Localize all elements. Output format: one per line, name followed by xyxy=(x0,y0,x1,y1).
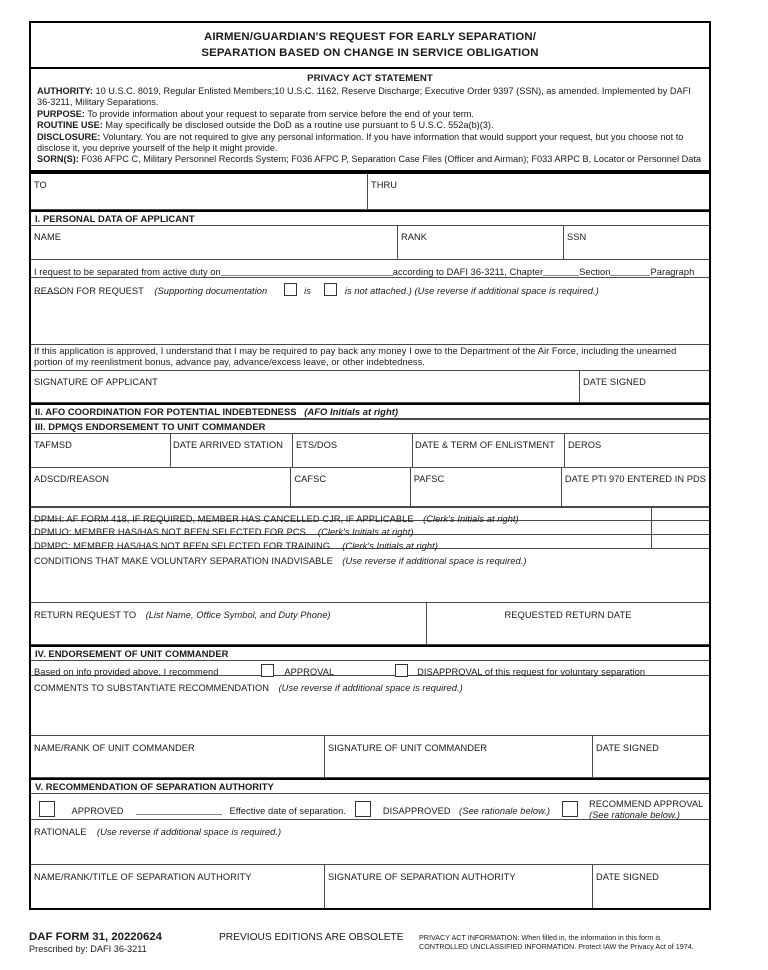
cafsc-field[interactable] xyxy=(290,468,409,506)
recommend-prefix-label: Based on info provided above, I recommend xyxy=(34,666,219,677)
recommendation-choice-cell xyxy=(31,661,709,675)
disapproval-label: DISAPPROVAL of this request for voluntary separation xyxy=(417,666,646,677)
routine-use-text: May specifically be disclosed outside the DoD as a routine use pursuant to 5 U.S.C. 552a(b)(3). xyxy=(102,120,494,131)
purpose-label: PURPOSE: xyxy=(37,108,85,119)
recommend-approval-line-2: (See rationale below.) xyxy=(588,809,681,820)
date-pti-970-label: DATE PTI 970 ENTERED IN PDS xyxy=(564,473,706,484)
disclosure-label: DISCLOSURE: xyxy=(37,131,101,142)
date-term-enlistment-label: DATE & TERM OF ENLISTMENT xyxy=(415,439,555,450)
adscd-reason-field[interactable] xyxy=(31,468,290,506)
dpmuo-note: (Clerk's Initials at right) xyxy=(317,526,414,537)
dpmh-note: (Clerk's Initials at right) xyxy=(423,513,519,524)
reason-note-open: (Supporting documentation xyxy=(154,285,268,296)
rank-label: RANK xyxy=(401,231,428,242)
section-2-heading xyxy=(31,403,709,419)
footer-privacy-line-2: CONTROLLED UNCLASSIFIED INFORMATION. Protect IAW the Privacy Act of 1974. xyxy=(419,942,694,951)
section-2-note: (AFO Initials at right) xyxy=(304,405,399,417)
footer-form-id-block xyxy=(29,931,219,955)
applicant-date-signed-label: DATE SIGNED xyxy=(583,376,646,387)
dpmh-statement-cell xyxy=(31,508,651,524)
return-request-to-field[interactable] xyxy=(31,603,426,644)
approved-label: APPROVED xyxy=(71,805,124,816)
sorn-text: F036 AFPC C, Military Personnel Records System; F036 AFPC P, Separation Case Files (Officer and Airman); F033 ARPC B, Locator or Personnel Data xyxy=(78,154,701,165)
checkbox-recommend-approval[interactable] xyxy=(562,801,578,817)
tafmsd-label: TAFMSD xyxy=(34,439,72,450)
comments-note: (Use reverse if additional space is required.) xyxy=(278,682,463,693)
dpmpc-label: DPMPC: MEMBER HAS/HAS NOT BEEN SELECTED FOR TRAINING. xyxy=(34,540,333,551)
acknowledgement-row xyxy=(31,345,709,371)
conditions-note: (Use reverse if additional space is required.) xyxy=(342,555,527,566)
separation-authority-choice-row xyxy=(31,794,709,820)
form-footer xyxy=(29,931,719,955)
comments-row xyxy=(31,676,709,736)
ssn-field[interactable] xyxy=(563,226,709,259)
signature-of-applicant-field[interactable] xyxy=(31,371,579,402)
date-arrived-station-label: DATE ARRIVED STATION xyxy=(173,439,283,450)
section-4-heading: IV. ENDORSEMENT OF UNIT COMMANDER xyxy=(31,645,709,661)
name-rank-unit-commander-field[interactable] xyxy=(31,736,324,777)
authority-label: AUTHORITY: xyxy=(37,86,93,96)
name-rank-title-authority-field[interactable] xyxy=(31,865,324,908)
to-field[interactable] xyxy=(31,174,367,209)
conditions-row xyxy=(31,549,709,603)
section-1-heading: I. PERSONAL DATA OF APPLICANT xyxy=(31,210,709,226)
section-5-heading: V. RECOMMENDATION OF SEPARATION AUTHORITY xyxy=(31,778,709,794)
section3-row-1 xyxy=(31,434,709,468)
dpmuo-initials-field[interactable] xyxy=(651,521,709,534)
checkbox-approved[interactable] xyxy=(39,801,55,817)
dpmh-initials-field[interactable] xyxy=(651,508,709,520)
signature-authority-label: SIGNATURE OF SEPARATION AUTHORITY xyxy=(328,871,516,882)
date-pti-970-field[interactable] xyxy=(561,468,709,506)
return-request-row xyxy=(31,603,709,645)
dpmpc-initials-field[interactable] xyxy=(651,535,709,548)
ssn-label: SSN xyxy=(567,231,587,242)
footer-previous-editions: PREVIOUS EDITIONS ARE OBSOLETE xyxy=(219,932,404,943)
authority-date-signed-label: DATE SIGNED xyxy=(596,871,659,882)
unit-commander-signature-row xyxy=(31,736,709,778)
signature-authority-field[interactable] xyxy=(324,865,592,908)
name-rank-title-authority-label: NAME/RANK/TITLE OF SEPARATION AUTHORITY xyxy=(34,871,252,882)
recommend-approval-line-1: RECOMMEND APPROVAL xyxy=(588,798,704,809)
footer-privacy-line-1: PRIVACY ACT INFORMATION: When filled in, the information in this form is xyxy=(419,933,661,942)
recommendation-checkbox-row xyxy=(31,661,709,676)
authority-date-signed-field[interactable] xyxy=(592,865,709,908)
recommend-approval-text xyxy=(589,799,703,821)
privacy-sorn xyxy=(37,154,703,165)
dpmuo-label: DPMUO: MEMBER HAS/HAS NOT BEEN SELECTED FOR PCS. xyxy=(34,526,309,537)
name-rank-unit-commander-label: NAME/RANK OF UNIT COMMANDER xyxy=(34,742,195,753)
reason-for-request-row xyxy=(31,278,709,345)
purpose-text: To provide information about your request to separate from service before the end of your term. xyxy=(85,108,474,119)
title-line-2: SEPARATION BASED ON CHANGE IN SERVICE OBLIGATION xyxy=(201,46,539,59)
signature-unit-commander-field[interactable] xyxy=(324,736,592,777)
footer-prescribed-by: Prescribed by: DAFI 36-3211 xyxy=(29,944,147,954)
name-label: NAME xyxy=(34,231,62,242)
privacy-disclosure xyxy=(37,132,703,155)
thru-field[interactable] xyxy=(367,174,709,209)
dpmuo-statement-cell xyxy=(31,521,651,537)
checkbox-doc-not-attached[interactable] xyxy=(324,283,337,296)
signature-unit-commander-label: SIGNATURE OF UNIT COMMANDER xyxy=(328,742,488,753)
privacy-act-statement xyxy=(31,69,709,172)
acknowledgement-text: If this application is approved, I understand that I may be required to pay back any money I owe to the Department of the Air Force, including the unearned portion of my reenlistment bonus, advance pay, advance/excess leave, or other indebtedness. xyxy=(34,345,677,368)
return-request-to-note: (List Name, Office Symbol, and Duty Phone) xyxy=(145,609,331,620)
ets-dos-field[interactable] xyxy=(292,434,412,467)
sorn-label: SORN(S): xyxy=(37,154,79,165)
conditions-field[interactable] xyxy=(31,549,709,602)
name-field[interactable] xyxy=(31,226,397,259)
dpmh-row xyxy=(31,507,709,524)
request-section-label: Section xyxy=(579,266,611,277)
authority-text: 10 U.S.C. 8019, Regular Enlisted Members;10 U.S.C. 1162, Reserve Discharge; Executive Order 9397 (SSN), as amended. Implemented by DAFI 36-3211, Military Separations. xyxy=(37,86,691,108)
title-line-1: AIRMEN/GUARDIAN'S REQUEST FOR EARLY SEPARATION/ xyxy=(203,31,537,43)
comments-label: COMMENTS TO SUBSTANTIATE RECOMMENDATION xyxy=(34,682,270,693)
privacy-routine-use xyxy=(37,120,703,131)
section-3-heading: III. DPMQS ENDORSEMENT TO UNIT COMMANDER xyxy=(31,419,709,434)
dpmh-label: DPMH: AF FORM 418, IF REQUIRED, MEMBER HAS CANCELLED CJR, IF APPLICABLE xyxy=(34,513,414,524)
section3-row-2 xyxy=(31,468,709,507)
disapproved-note: (See rationale below.) xyxy=(459,805,551,816)
to-thru-row xyxy=(31,172,709,210)
commander-date-signed-field[interactable] xyxy=(592,736,709,777)
footer-privacy-info-block xyxy=(419,931,719,951)
rationale-row xyxy=(31,820,709,865)
name-rank-ssn-row xyxy=(31,226,709,260)
deros-label: DEROS xyxy=(568,439,602,450)
return-request-to-label: RETURN REQUEST TO xyxy=(34,609,137,620)
dpmpc-note: (Clerk's Initials at right) xyxy=(342,540,438,551)
thru-label: THRU xyxy=(371,179,398,190)
rationale-label: RATIONALE xyxy=(34,826,87,837)
separation-request-line[interactable] xyxy=(31,260,709,277)
rationale-field[interactable] xyxy=(31,820,709,864)
applicant-signature-row xyxy=(31,371,709,403)
effective-date-label: Effective date of separation. xyxy=(229,805,346,816)
routine-use-label: ROUTINE USE: xyxy=(37,120,103,131)
chapter-blank[interactable] xyxy=(543,266,579,276)
footer-form-id: DAF FORM 31, 20220624 xyxy=(29,931,162,943)
deros-field[interactable] xyxy=(564,434,709,467)
acknowledgement-text-cell xyxy=(31,345,709,370)
reason-is-label: is xyxy=(304,285,311,296)
disclosure-text: Voluntary. You are not required to give any personal information. If you have information that would support your request, but you choose not to disclose it, you deprive yourself of the help it might provide. xyxy=(37,131,684,154)
pafsc-label: PAFSC xyxy=(413,473,445,484)
privacy-authority xyxy=(37,86,703,109)
separation-date-blank[interactable] xyxy=(221,266,393,276)
requested-return-date-field[interactable] xyxy=(426,603,709,644)
effective-date-blank[interactable] xyxy=(136,805,222,815)
approval-label: APPROVAL xyxy=(284,666,335,677)
reason-is-not-label: is not attached.) (Use reverse if additional space is required.) xyxy=(344,285,599,296)
disapproved-label: DISAPPROVED xyxy=(382,805,451,816)
requested-return-date-label: REQUESTED RETURN DATE xyxy=(504,609,632,620)
privacy-purpose xyxy=(37,109,703,120)
signature-applicant-label: SIGNATURE OF APPLICANT xyxy=(34,376,158,387)
request-mid-label: according to DAFI 36-3211, Chapter xyxy=(392,266,544,277)
conditions-label: CONDITIONS THAT MAKE VOLUNTARY SEPARATION INADVISABLE xyxy=(34,555,333,566)
cafsc-label: CAFSC xyxy=(294,473,327,484)
form-body xyxy=(29,21,711,910)
privacy-act-heading: PRIVACY ACT STATEMENT xyxy=(307,73,433,84)
tafmsd-field[interactable] xyxy=(31,434,170,467)
comments-field[interactable] xyxy=(31,676,709,735)
commander-date-signed-label: DATE SIGNED xyxy=(596,742,659,753)
applicant-date-signed-field[interactable] xyxy=(579,371,709,402)
date-arrived-station-field[interactable] xyxy=(170,434,292,467)
section-2-title: II. AFO COORDINATION FOR POTENTIAL INDEBTEDNESS xyxy=(35,405,297,417)
rationale-note: (Use reverse if additional space is required.) xyxy=(96,826,282,837)
adscd-reason-label: ADSCD/REASON xyxy=(34,473,109,484)
reason-for-request-field[interactable] xyxy=(31,278,709,344)
to-label: TO xyxy=(34,179,47,190)
separation-request-row xyxy=(31,260,709,278)
dpmpc-row xyxy=(31,535,709,549)
reason-label: REASON FOR REQUEST xyxy=(34,285,144,296)
checkbox-doc-attached[interactable] xyxy=(284,283,297,296)
checkbox-disapproved[interactable] xyxy=(355,801,371,817)
form-title xyxy=(31,23,709,69)
dpmpc-statement-cell xyxy=(31,535,651,551)
separation-authority-signature-row xyxy=(31,865,709,908)
pafsc-field[interactable] xyxy=(410,468,561,506)
ets-dos-label: ETS/DOS xyxy=(296,439,338,450)
rank-field[interactable] xyxy=(397,226,563,259)
request-prefix-label: I request to be separated from active duty on xyxy=(34,266,221,277)
dpmuo-row xyxy=(31,521,709,535)
separation-authority-choice-cell xyxy=(31,794,709,819)
date-term-enlistment-field[interactable] xyxy=(412,434,564,467)
request-paragraph-label: Paragraph xyxy=(650,266,695,277)
section-blank[interactable] xyxy=(610,266,650,276)
